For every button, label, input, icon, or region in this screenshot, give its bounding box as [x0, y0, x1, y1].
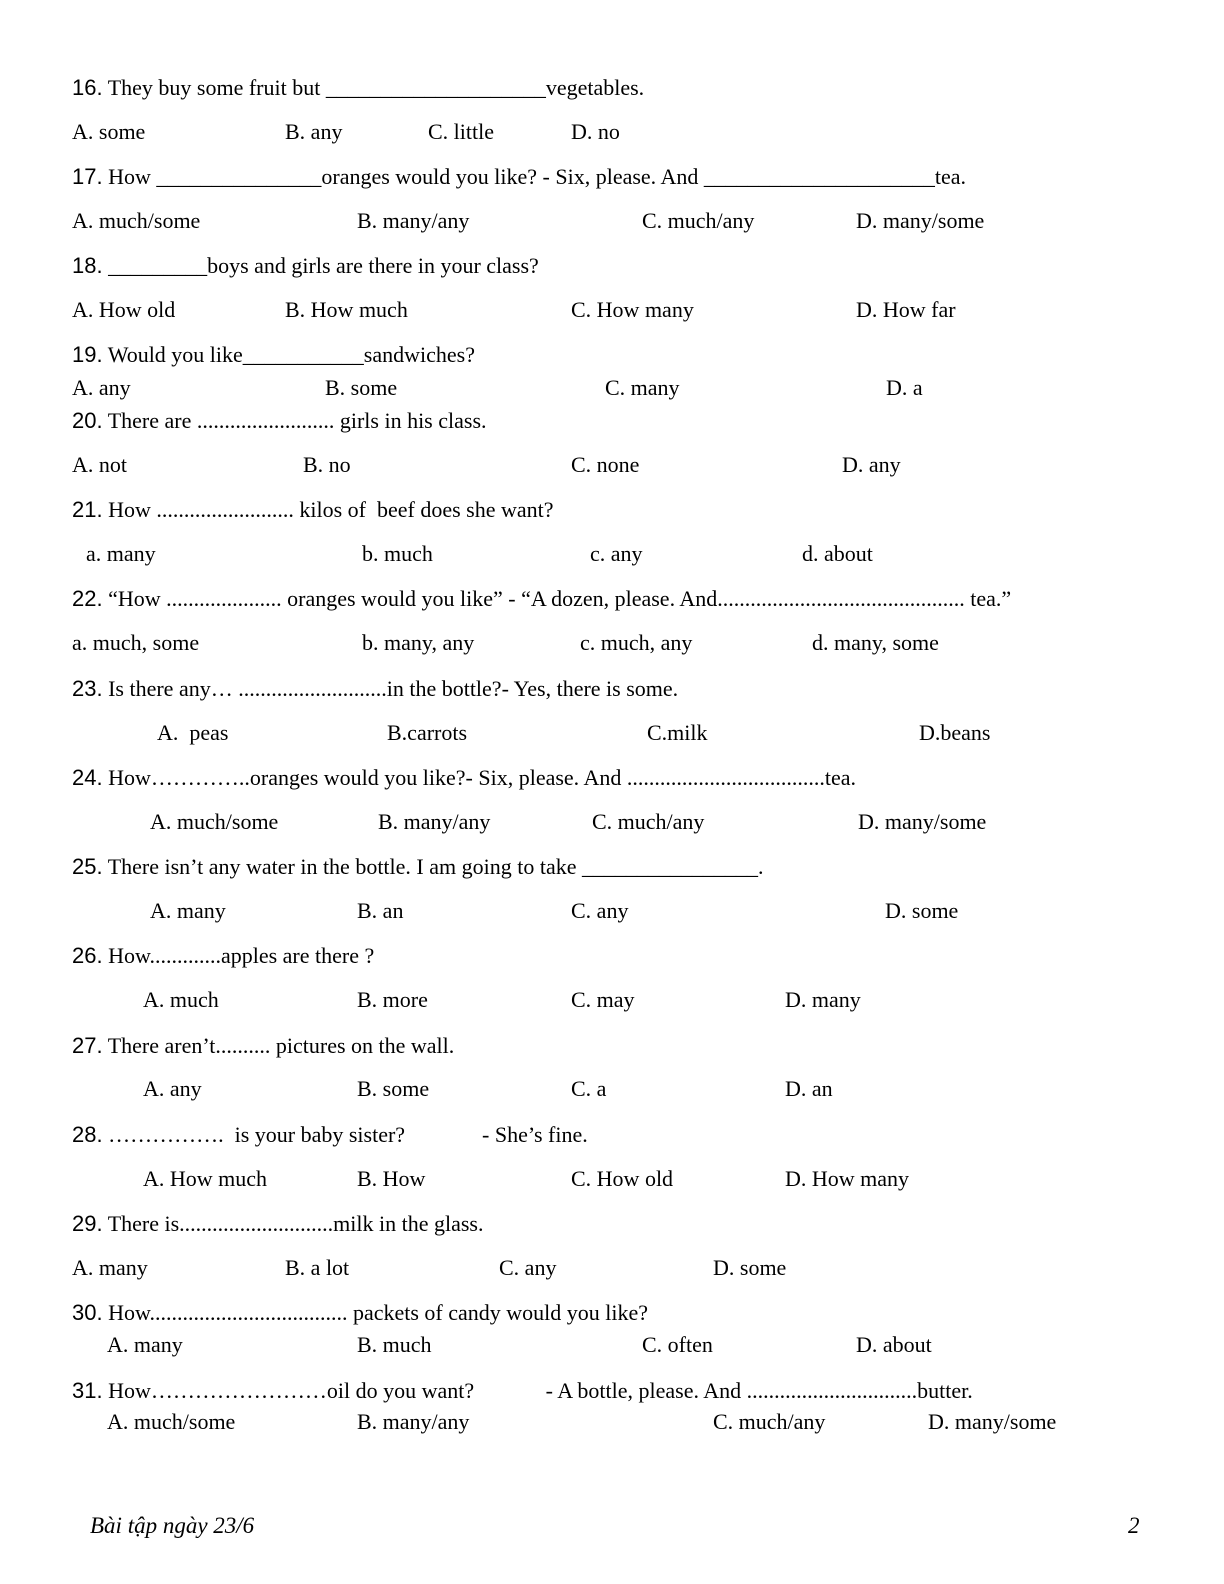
- answer-option: C. often: [642, 1332, 713, 1357]
- question-text: They buy some fruit but ____________________vegetables.: [102, 75, 645, 100]
- answer-option: C. a: [571, 1076, 607, 1101]
- answer-option: B.carrots: [387, 720, 468, 745]
- answer-option: D. some: [885, 898, 959, 923]
- question-21: [72, 497, 554, 523]
- answer-option: B. some: [325, 375, 398, 400]
- answer-option: D. many/some: [856, 208, 985, 233]
- question-number: 26.: [72, 943, 103, 968]
- answer-option: c. any: [590, 541, 643, 566]
- answer-option: B. How much: [285, 297, 408, 322]
- question-30: [72, 1300, 648, 1326]
- question-27: [72, 1033, 454, 1059]
- question-text: There is............................milk in the glass.: [102, 1211, 484, 1236]
- answer-option: A. any: [72, 375, 131, 400]
- question-text: How……………………oil do you want? - A bottle, please. And ...............................butter.: [102, 1378, 973, 1403]
- question-17: [72, 164, 966, 190]
- answer-option: D. about: [856, 1332, 932, 1357]
- answer-option: B. How: [357, 1166, 426, 1191]
- answer-option: C. much/any: [713, 1409, 826, 1434]
- answer-option: C. any: [499, 1255, 557, 1280]
- question-text: How ......................... kilos of beef does she want?: [102, 497, 554, 522]
- question-25: [72, 854, 764, 880]
- question-number: 18.: [72, 253, 103, 278]
- answer-option: A. many: [72, 1255, 148, 1280]
- answer-option: D. no: [571, 119, 620, 144]
- question-number: 30.: [72, 1300, 103, 1325]
- answer-option: D. some: [713, 1255, 787, 1280]
- answer-option: C. much/any: [592, 809, 705, 834]
- page-number: 2: [1128, 1513, 1140, 1538]
- answer-option: D. many/some: [858, 809, 987, 834]
- answer-option: B. some: [357, 1076, 430, 1101]
- answer-option: b. many, any: [362, 630, 475, 655]
- answer-option: c. much, any: [580, 630, 693, 655]
- question-text: There are ......................... girls in his class.: [102, 408, 487, 433]
- answer-option: a. many: [86, 541, 156, 566]
- question-text: “How ..................... oranges would you like” - “A dozen, please. And............................................. tea.”: [102, 586, 1012, 611]
- question-text: _________boys and girls are there in your class?: [102, 253, 539, 278]
- answer-option: D.beans: [919, 720, 991, 745]
- answer-option: C. much/any: [642, 208, 755, 233]
- answer-option: b. much: [362, 541, 433, 566]
- answer-option: C. many: [605, 375, 680, 400]
- answer-option: d. about: [802, 541, 873, 566]
- answer-option: A. much: [143, 987, 219, 1012]
- question-number: 24.: [72, 765, 103, 790]
- answer-option: A. not: [72, 452, 127, 477]
- question-24: [72, 765, 856, 791]
- question-number: 23.: [72, 676, 103, 701]
- question-28: [72, 1122, 588, 1148]
- question-19: [72, 342, 475, 368]
- answer-option: D. any: [842, 452, 901, 477]
- answer-option: a. much, some: [72, 630, 200, 655]
- answer-option: B. much: [357, 1332, 432, 1357]
- answer-option: C. How many: [571, 297, 694, 322]
- answer-option: C. little: [428, 119, 494, 144]
- question-26: [72, 943, 374, 969]
- question-text: ……………. is your baby sister? - She’s fine.: [102, 1122, 588, 1147]
- answer-option: A. much/some: [107, 1409, 236, 1434]
- answer-option: C. How old: [571, 1166, 674, 1191]
- question-text: How.................................... packets of candy would you like?: [102, 1300, 649, 1325]
- answer-option: D. a: [886, 375, 923, 400]
- question-number: 19.: [72, 342, 103, 367]
- question-29: [72, 1211, 484, 1237]
- question-23: [72, 676, 678, 702]
- question-number: 28.: [72, 1122, 103, 1147]
- footer-title: Bài tập ngày 23/6: [90, 1513, 255, 1538]
- answer-option: C. may: [571, 987, 635, 1012]
- answer-option: B. no: [303, 452, 351, 477]
- answer-option: D. many: [785, 987, 861, 1012]
- question-number: 29.: [72, 1211, 103, 1236]
- question-number: 31.: [72, 1378, 103, 1403]
- answer-option: D. an: [785, 1076, 833, 1101]
- question-number: 20.: [72, 408, 103, 433]
- question-22: [72, 586, 1011, 612]
- answer-option: B. an: [357, 898, 404, 923]
- answer-option: B. many/any: [378, 809, 491, 834]
- question-text: Would you like___________sandwiches?: [102, 342, 475, 367]
- question-number: 16.: [72, 75, 103, 100]
- question-text: How.............apples are there ?: [102, 943, 375, 968]
- question-text: There aren’t.......... pictures on the wall.: [102, 1033, 455, 1058]
- answer-option: C. any: [571, 898, 629, 923]
- question-number: 17.: [72, 164, 103, 189]
- answer-option: A. peas: [157, 720, 229, 745]
- answer-option: C. none: [571, 452, 640, 477]
- answer-option: B. many/any: [357, 1409, 470, 1434]
- answer-option: D. many/some: [928, 1409, 1057, 1434]
- answer-option: A. many: [107, 1332, 183, 1357]
- question-number: 22.: [72, 586, 103, 611]
- question-number: 25.: [72, 854, 103, 879]
- question-16: [72, 75, 644, 101]
- answer-option: A. some: [72, 119, 146, 144]
- answer-option: C.milk: [647, 720, 708, 745]
- answer-option: A. many: [150, 898, 226, 923]
- question-text: How…………..oranges would you like?- Six, please. And ....................................tea.: [102, 765, 856, 790]
- answer-option: A. How much: [143, 1166, 268, 1191]
- answer-option: B. a lot: [285, 1255, 350, 1280]
- answer-option: D. How many: [785, 1166, 910, 1191]
- answer-option: d. many, some: [812, 630, 939, 655]
- answer-option: A. much/some: [72, 208, 201, 233]
- question-number: 27.: [72, 1033, 103, 1058]
- answer-option: D. How far: [856, 297, 956, 322]
- question-number: 21.: [72, 497, 103, 522]
- question-31: [72, 1378, 973, 1404]
- question-text: How _______________oranges would you like? - Six, please. And _____________________tea.: [102, 164, 966, 189]
- answer-option: B. any: [285, 119, 343, 144]
- answer-option: A. any: [143, 1076, 202, 1101]
- answer-option: A. How old: [72, 297, 176, 322]
- answer-option: A. much/some: [150, 809, 279, 834]
- question-text: Is there any… ...........................in the bottle?- Yes, there is some.: [102, 676, 679, 701]
- answer-option: B. many/any: [357, 208, 470, 233]
- question-18: [72, 253, 539, 279]
- question-20: [72, 408, 487, 434]
- question-text: There isn’t any water in the bottle. I am going to take ________________.: [102, 854, 764, 879]
- answer-option: B. more: [357, 987, 428, 1012]
